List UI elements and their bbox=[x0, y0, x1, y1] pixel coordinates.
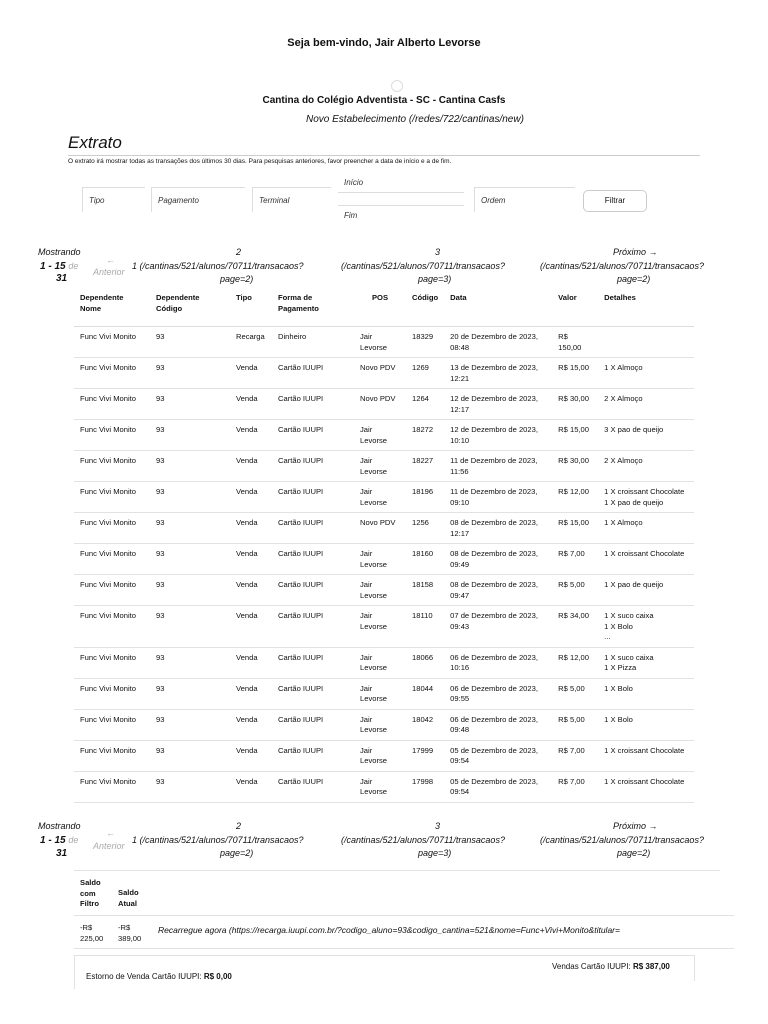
estorno-label: Estorno de Venda Cartão IUUPI: bbox=[86, 972, 202, 981]
table-row bbox=[74, 482, 694, 513]
cell-pos: Novo PDV bbox=[354, 358, 406, 389]
table-row bbox=[74, 513, 694, 544]
cell-pos: Jair Levorse bbox=[354, 740, 406, 771]
cell-forma: Cartão IUUPI bbox=[272, 678, 354, 709]
col-pos: POS bbox=[354, 288, 406, 327]
cell-forma: Cartão IUUPI bbox=[272, 389, 354, 420]
cell-forma: Cartão IUUPI bbox=[272, 513, 354, 544]
cell-codigo: 1269 bbox=[406, 358, 444, 389]
cell-dep-codigo: 93 bbox=[150, 482, 230, 513]
ordem-select[interactable] bbox=[474, 187, 575, 212]
vendas-total bbox=[552, 962, 670, 971]
cell-valor: R$ 7,00 bbox=[552, 771, 598, 802]
range-counter-bottom bbox=[40, 835, 78, 846]
cell-pos: Jair Levorse bbox=[354, 420, 406, 451]
cell-tipo: Venda bbox=[230, 451, 272, 482]
col-dep-codigo: Dependente Código bbox=[150, 288, 230, 327]
cell-detalhes: 1 X pao de queijo bbox=[598, 575, 694, 606]
cell-valor: R$ 5,00 bbox=[552, 709, 598, 740]
page-link-3-url-bottom[interactable]: (/cantinas/521/alunos/70711/transacaos? bbox=[540, 835, 704, 845]
cell-dep-nome: Func Vivi Monito bbox=[74, 709, 150, 740]
showing-label-bottom: Mostrando bbox=[38, 821, 81, 831]
cell-pos: Novo PDV bbox=[354, 389, 406, 420]
cell-dep-nome: Func Vivi Monito bbox=[74, 575, 150, 606]
cell-dep-codigo: 93 bbox=[150, 647, 230, 678]
prev-arrow-icon[interactable]: ← bbox=[106, 255, 115, 265]
range-value-bottom: 1 - 15 bbox=[40, 835, 66, 846]
cell-tipo: Venda bbox=[230, 420, 272, 451]
cell-data: 06 de Dezembro de 2023, 09:48 bbox=[444, 709, 552, 740]
cantina-title: Cantina do Colégio Adventista - SC - Cantina Casfs bbox=[262, 95, 506, 106]
range-counter bbox=[40, 261, 78, 272]
cell-tipo: Recarga bbox=[230, 327, 272, 358]
cell-data: 12 de Dezembro de 2023, 12:17 bbox=[444, 389, 552, 420]
saldo-atual-value: -R$ 389,00 bbox=[118, 923, 142, 943]
cell-valor: R$ 150,00 bbox=[552, 327, 598, 358]
logo-icon bbox=[391, 80, 403, 92]
cell-dep-codigo: 93 bbox=[150, 678, 230, 709]
saldo-top-border bbox=[74, 870, 720, 871]
table-row bbox=[74, 647, 694, 678]
saldo-bottom-border bbox=[74, 948, 734, 949]
cell-pos: Jair Levorse bbox=[354, 482, 406, 513]
cell-data: 20 de Dezembro de 2023, 08:48 bbox=[444, 327, 552, 358]
cell-tipo: Venda bbox=[230, 358, 272, 389]
page-link-2-url-tail[interactable]: page=3) bbox=[418, 274, 452, 284]
range-total-bottom: 31 bbox=[56, 848, 68, 859]
cell-detalhes: 1 X Almoço bbox=[598, 358, 694, 389]
col-codigo: Código bbox=[406, 288, 444, 327]
table-row bbox=[74, 451, 694, 482]
saldo-filtro-value: -R$ 225,00 bbox=[80, 923, 104, 943]
cell-pos: Jair Levorse bbox=[354, 451, 406, 482]
cell-pos: Jair Levorse bbox=[354, 771, 406, 802]
fim-field[interactable] bbox=[338, 205, 464, 228]
cell-pos: Jair Levorse bbox=[354, 327, 406, 358]
cell-dep-nome: Func Vivi Monito bbox=[74, 740, 150, 771]
page-link-1-num-bottom: 1 bbox=[132, 835, 138, 845]
cell-pos: Jair Levorse bbox=[354, 575, 406, 606]
table-row bbox=[74, 606, 694, 648]
cell-forma: Cartão IUUPI bbox=[272, 451, 354, 482]
page-link-1[interactable] bbox=[132, 261, 303, 271]
cell-dep-codigo: 93 bbox=[150, 771, 230, 802]
cell-forma: Cartão IUUPI bbox=[272, 420, 354, 451]
cell-dep-nome: Func Vivi Monito bbox=[74, 482, 150, 513]
page-link-2-url-bottom[interactable]: (/cantinas/521/alunos/70711/transacaos? bbox=[341, 835, 505, 845]
cell-forma: Cartão IUUPI bbox=[272, 544, 354, 575]
page-link-1-bottom[interactable] bbox=[132, 835, 303, 845]
cell-detalhes: 1 X suco caixa 1 X Pizza bbox=[598, 647, 694, 678]
cell-dep-nome: Func Vivi Monito bbox=[74, 420, 150, 451]
page-link-3-num-bottom[interactable]: 3 bbox=[435, 821, 441, 831]
cell-detalhes: 1 X Almoço bbox=[598, 513, 694, 544]
page-link-1-num: 1 bbox=[132, 261, 138, 271]
table-row bbox=[74, 358, 694, 389]
cell-dep-nome: Func Vivi Monito bbox=[74, 327, 150, 358]
ordem-select-label: Ordem bbox=[481, 196, 506, 205]
col-valor: Valor bbox=[552, 288, 598, 327]
prev-button[interactable]: Anterior bbox=[93, 267, 125, 277]
cell-dep-codigo: 93 bbox=[150, 513, 230, 544]
cell-codigo: 18158 bbox=[406, 575, 444, 606]
cell-detalhes: 1 X suco caixa 1 X Bolo ... bbox=[598, 606, 694, 648]
transactions-table bbox=[74, 288, 694, 803]
cell-codigo: 1264 bbox=[406, 389, 444, 420]
cell-codigo: 18066 bbox=[406, 647, 444, 678]
cell-codigo: 17998 bbox=[406, 771, 444, 802]
estorno-total bbox=[86, 972, 232, 981]
col-forma: Forma de Pagamento bbox=[272, 288, 354, 327]
cell-data: 06 de Dezembro de 2023, 10:16 bbox=[444, 647, 552, 678]
welcome-text: Seja bem-vindo, Jair Alberto Levorse bbox=[287, 37, 481, 49]
cell-tipo: Venda bbox=[230, 575, 272, 606]
table-row bbox=[74, 709, 694, 740]
cell-detalhes bbox=[598, 327, 694, 358]
cell-tipo: Venda bbox=[230, 647, 272, 678]
filter-button[interactable]: Filtrar bbox=[583, 190, 647, 212]
cell-forma: Dinheiro bbox=[272, 327, 354, 358]
page-link-2-num[interactable]: 2 bbox=[236, 247, 242, 257]
table-row bbox=[74, 575, 694, 606]
cell-pos: Jair Levorse bbox=[354, 647, 406, 678]
cell-dep-codigo: 93 bbox=[150, 740, 230, 771]
page-link-3-url-tail[interactable]: page=2) bbox=[617, 274, 651, 284]
extrato-description: O extrato irá mostrar todas as transações dos últimos 30 dias. Para pesquisas anteriores, favor preencher a data de início e a de fim. bbox=[68, 158, 452, 165]
saldo-filtro-label: Saldo com Filtro bbox=[80, 878, 101, 908]
cell-pos: Jair Levorse bbox=[354, 544, 406, 575]
cell-tipo: Venda bbox=[230, 771, 272, 802]
page-link-1-url-tail-bottom[interactable]: page=2) bbox=[220, 848, 254, 858]
cell-tipo: Venda bbox=[230, 544, 272, 575]
tipo-select[interactable] bbox=[82, 187, 145, 212]
cell-valor: R$ 5,00 bbox=[552, 678, 598, 709]
vendas-value: R$ 387,00 bbox=[632, 962, 670, 971]
cell-data: 11 de Dezembro de 2023, 09:10 bbox=[444, 482, 552, 513]
cell-codigo: 18272 bbox=[406, 420, 444, 451]
cell-dep-nome: Func Vivi Monito bbox=[74, 513, 150, 544]
cell-data: 08 de Dezembro de 2023, 12:17 bbox=[444, 513, 552, 544]
cell-detalhes: 1 X croissant Chocolate bbox=[598, 740, 694, 771]
cell-forma: Cartão IUUPI bbox=[272, 358, 354, 389]
cell-codigo: 18042 bbox=[406, 709, 444, 740]
cell-dep-nome: Func Vivi Monito bbox=[74, 647, 150, 678]
cell-data: 08 de Dezembro de 2023, 09:49 bbox=[444, 544, 552, 575]
cell-dep-codigo: 93 bbox=[150, 358, 230, 389]
inicio-field-label: Início bbox=[344, 178, 364, 187]
page-link-1-url-tail[interactable]: page=2) bbox=[220, 274, 254, 284]
cell-dep-codigo: 93 bbox=[150, 606, 230, 648]
range-of-bottom: de bbox=[68, 835, 79, 845]
cell-forma: Cartão IUUPI bbox=[272, 575, 354, 606]
cell-detalhes: 2 X Almoço bbox=[598, 451, 694, 482]
cell-codigo: 18110 bbox=[406, 606, 444, 648]
cell-valor: R$ 30,00 bbox=[552, 451, 598, 482]
page-link-1-url-bottom: (/cantinas/521/alunos/70711/transacaos? bbox=[139, 835, 304, 845]
cell-codigo: 18044 bbox=[406, 678, 444, 709]
range-value: 1 - 15 bbox=[40, 261, 66, 272]
col-tipo: Tipo bbox=[230, 288, 272, 327]
cell-codigo: 18160 bbox=[406, 544, 444, 575]
cell-dep-codigo: 93 bbox=[150, 575, 230, 606]
terminal-select[interactable] bbox=[252, 187, 331, 212]
table-row bbox=[74, 544, 694, 575]
cell-valor: R$ 30,00 bbox=[552, 389, 598, 420]
showing-label: Mostrando bbox=[38, 247, 81, 257]
page-link-1-url: (/cantinas/521/alunos/70711/transacaos? bbox=[139, 261, 304, 271]
cell-valor: R$ 5,00 bbox=[552, 575, 598, 606]
cell-codigo: 18227 bbox=[406, 451, 444, 482]
divider bbox=[68, 155, 700, 156]
cell-detalhes: 1 X croissant Chocolate bbox=[598, 771, 694, 802]
prev-button-bottom[interactable]: Anterior bbox=[93, 841, 125, 851]
range-of: de bbox=[68, 261, 79, 271]
cell-valor: R$ 15,00 bbox=[552, 513, 598, 544]
cell-forma: Cartão IUUPI bbox=[272, 647, 354, 678]
col-dep-nome: Dependente Nome bbox=[74, 288, 150, 327]
table-body bbox=[74, 327, 694, 803]
range-total: 31 bbox=[56, 273, 68, 284]
table-row bbox=[74, 678, 694, 709]
table-row bbox=[74, 771, 694, 802]
totals-top-border bbox=[74, 955, 694, 956]
cell-dep-nome: Func Vivi Monito bbox=[74, 358, 150, 389]
cell-data: 06 de Dezembro de 2023, 09:55 bbox=[444, 678, 552, 709]
pagamento-select[interactable] bbox=[151, 187, 245, 212]
cell-detalhes: 1 X Bolo bbox=[598, 709, 694, 740]
page-link-3-url[interactable]: (/cantinas/521/alunos/70711/transacaos? bbox=[540, 261, 704, 271]
cell-valor: R$ 12,00 bbox=[552, 647, 598, 678]
cell-data: 07 de Dezembro de 2023, 09:43 bbox=[444, 606, 552, 648]
cell-dep-nome: Func Vivi Monito bbox=[74, 606, 150, 648]
cell-dep-codigo: 93 bbox=[150, 451, 230, 482]
cell-tipo: Venda bbox=[230, 709, 272, 740]
cell-forma: Cartão IUUPI bbox=[272, 740, 354, 771]
cell-valor: R$ 15,00 bbox=[552, 358, 598, 389]
next-button-bottom[interactable]: Próximo → bbox=[613, 821, 658, 831]
cell-detalhes: 1 X Bolo bbox=[598, 678, 694, 709]
cell-valor: R$ 15,00 bbox=[552, 420, 598, 451]
cell-dep-nome: Func Vivi Monito bbox=[74, 678, 150, 709]
cell-pos: Jair Levorse bbox=[354, 709, 406, 740]
cell-codigo: 1256 bbox=[406, 513, 444, 544]
cell-data: 05 de Dezembro de 2023, 09:54 bbox=[444, 740, 552, 771]
cell-data: 05 de Dezembro de 2023, 09:54 bbox=[444, 771, 552, 802]
saldo-mid-border bbox=[74, 915, 734, 916]
cell-valor: R$ 7,00 bbox=[552, 740, 598, 771]
totals-right-border bbox=[694, 955, 695, 981]
cell-detalhes: 3 X pao de queijo bbox=[598, 420, 694, 451]
cell-tipo: Venda bbox=[230, 389, 272, 420]
cell-dep-codigo: 93 bbox=[150, 544, 230, 575]
prev-arrow-icon-bottom[interactable]: ← bbox=[106, 828, 115, 838]
cell-data: 11 de Dezembro de 2023, 11:56 bbox=[444, 451, 552, 482]
cell-detalhes: 1 X croissant Chocolate bbox=[598, 544, 694, 575]
fim-field-label: Fim bbox=[344, 211, 358, 220]
page-link-2-url-tail-bottom[interactable]: page=3) bbox=[418, 848, 452, 858]
estorno-value: R$ 0,00 bbox=[203, 972, 232, 981]
next-button[interactable]: Próximo → bbox=[613, 247, 658, 257]
cell-forma: Cartão IUUPI bbox=[272, 709, 354, 740]
new-establishment-link[interactable]: Novo Estabelecimento (/redes/722/cantinas/new) bbox=[306, 114, 524, 125]
table-header-row bbox=[74, 288, 694, 327]
inicio-field[interactable] bbox=[338, 170, 464, 193]
cell-dep-codigo: 93 bbox=[150, 327, 230, 358]
page-link-3-num[interactable]: 3 bbox=[435, 247, 441, 257]
saldo-atual-label: Saldo Atual bbox=[118, 888, 139, 908]
cell-detalhes: 2 X Almoço bbox=[598, 389, 694, 420]
cell-forma: Cartão IUUPI bbox=[272, 771, 354, 802]
cell-dep-codigo: 93 bbox=[150, 420, 230, 451]
cell-codigo: 17999 bbox=[406, 740, 444, 771]
cell-valor: R$ 12,00 bbox=[552, 482, 598, 513]
cell-valor: R$ 34,00 bbox=[552, 606, 598, 648]
page-link-2-num-bottom[interactable]: 2 bbox=[236, 821, 242, 831]
vendas-label: Vendas Cartão IUUPI: bbox=[552, 962, 631, 971]
totals-left-border bbox=[74, 955, 75, 989]
table-row bbox=[74, 327, 694, 358]
cell-pos: Jair Levorse bbox=[354, 678, 406, 709]
cell-detalhes: 1 X croissant Chocolate 1 X pao de queijo bbox=[598, 482, 694, 513]
cell-pos: Jair Levorse bbox=[354, 606, 406, 648]
table-row bbox=[74, 740, 694, 771]
cell-dep-nome: Func Vivi Monito bbox=[74, 451, 150, 482]
pagamento-select-label: Pagamento bbox=[158, 196, 199, 205]
recarga-link[interactable]: Recarregue agora (https://recarga.iuupi.com.br/?codigo_aluno=93&codigo_cantina=521&nome=Func+Vivi+Monito&titular= bbox=[158, 925, 620, 935]
cell-forma: Cartão IUUPI bbox=[272, 482, 354, 513]
cell-tipo: Venda bbox=[230, 606, 272, 648]
page-link-2-url[interactable]: (/cantinas/521/alunos/70711/transacaos? bbox=[341, 261, 505, 271]
page-title: Extrato bbox=[68, 133, 122, 152]
tipo-select-label: Tipo bbox=[89, 196, 105, 205]
cell-valor: R$ 7,00 bbox=[552, 544, 598, 575]
cell-tipo: Venda bbox=[230, 740, 272, 771]
cell-data: 08 de Dezembro de 2023, 09:47 bbox=[444, 575, 552, 606]
cell-pos: Novo PDV bbox=[354, 513, 406, 544]
cell-dep-nome: Func Vivi Monito bbox=[74, 544, 150, 575]
cell-codigo: 18196 bbox=[406, 482, 444, 513]
cell-tipo: Venda bbox=[230, 678, 272, 709]
cell-dep-codigo: 93 bbox=[150, 389, 230, 420]
table-row bbox=[74, 389, 694, 420]
col-data: Data bbox=[444, 288, 552, 327]
cell-dep-nome: Func Vivi Monito bbox=[74, 771, 150, 802]
col-detalhes: Detalhes bbox=[598, 288, 694, 327]
cell-codigo: 18329 bbox=[406, 327, 444, 358]
cell-tipo: Venda bbox=[230, 482, 272, 513]
cell-tipo: Venda bbox=[230, 513, 272, 544]
cell-dep-nome: Func Vivi Monito bbox=[74, 389, 150, 420]
cell-dep-codigo: 93 bbox=[150, 709, 230, 740]
page-link-3-url-tail-bottom[interactable]: page=2) bbox=[617, 848, 651, 858]
terminal-select-label: Terminal bbox=[259, 196, 290, 205]
cell-forma: Cartão IUUPI bbox=[272, 606, 354, 648]
cell-data: 12 de Dezembro de 2023, 10:10 bbox=[444, 420, 552, 451]
cell-data: 13 de Dezembro de 2023, 12:21 bbox=[444, 358, 552, 389]
table-row bbox=[74, 420, 694, 451]
